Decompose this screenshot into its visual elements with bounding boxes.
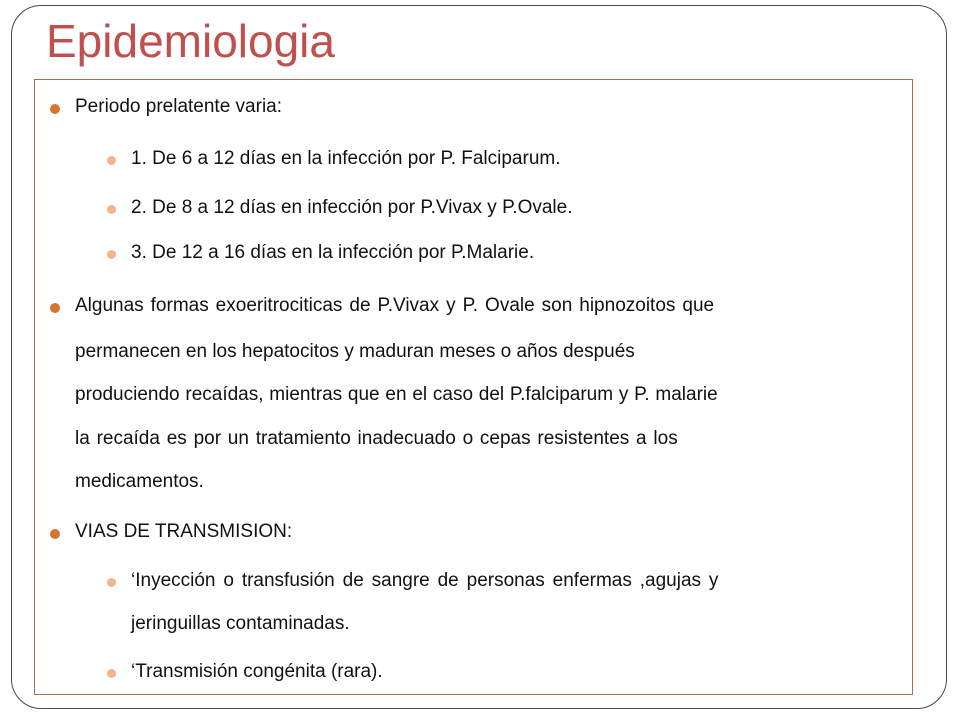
bullet-dot-icon — [50, 303, 60, 313]
bullet-text: ‘Transmisión congénita (rara). — [131, 661, 383, 682]
sub-bullet-vivax-ovale — [107, 197, 887, 219]
bullet-dot-icon — [50, 529, 60, 539]
paragraph-line: produciendo recaídas, mientras que en el caso del P.falciparum y P. malarie — [75, 384, 718, 405]
sub-bullet-dot-icon — [107, 578, 116, 587]
bullet-text: VIAS DE TRANSMISION: — [75, 521, 293, 542]
bullet-transmission-routes — [50, 521, 890, 543]
paragraph-line: permanecen en los hepatocitos y maduran meses o años después — [75, 341, 635, 362]
bullet-text: Periodo prelatente varia: — [75, 96, 283, 117]
bullet-prelatent-period — [50, 96, 890, 118]
paragraph-line: jeringuillas contaminadas. — [131, 613, 350, 634]
bullet-text: 3. De 12 a 16 días en la infección por P.Malarie. — [131, 242, 535, 263]
paragraph-line: ‘Inyección o transfusión de sangre de personas enfermas ,agujas y — [131, 570, 719, 591]
bullet-dot-icon — [50, 104, 60, 114]
bullet-text: 2. De 8 a 12 días en infección por P.Vivax y P.Ovale. — [131, 197, 573, 218]
slide-title: Epidemiologia — [46, 15, 335, 67]
sub-bullet-dot-icon — [107, 205, 116, 214]
sub-bullet-dot-icon — [107, 250, 116, 259]
sub-bullet-injection — [107, 568, 887, 648]
sub-bullet-congenital — [107, 661, 887, 683]
bullet-hypnozoites — [50, 293, 890, 493]
paragraph-line: Algunas formas exoeritrociticas de P.Vivax y P. Ovale son hipnozoitos que — [75, 295, 715, 316]
sub-bullet-dot-icon — [107, 156, 116, 165]
bullet-text: 1. De 6 a 12 días en la infección por P. Falciparum. — [131, 148, 561, 169]
paragraph-line: la recaída es por un tratamiento inadecuado o cepas resistentes a los — [75, 428, 678, 449]
sub-bullet-malarie — [107, 242, 887, 264]
sub-bullet-dot-icon — [107, 669, 116, 678]
sub-bullet-falciparum — [107, 148, 887, 170]
paragraph-line: medicamentos. — [75, 471, 204, 492]
